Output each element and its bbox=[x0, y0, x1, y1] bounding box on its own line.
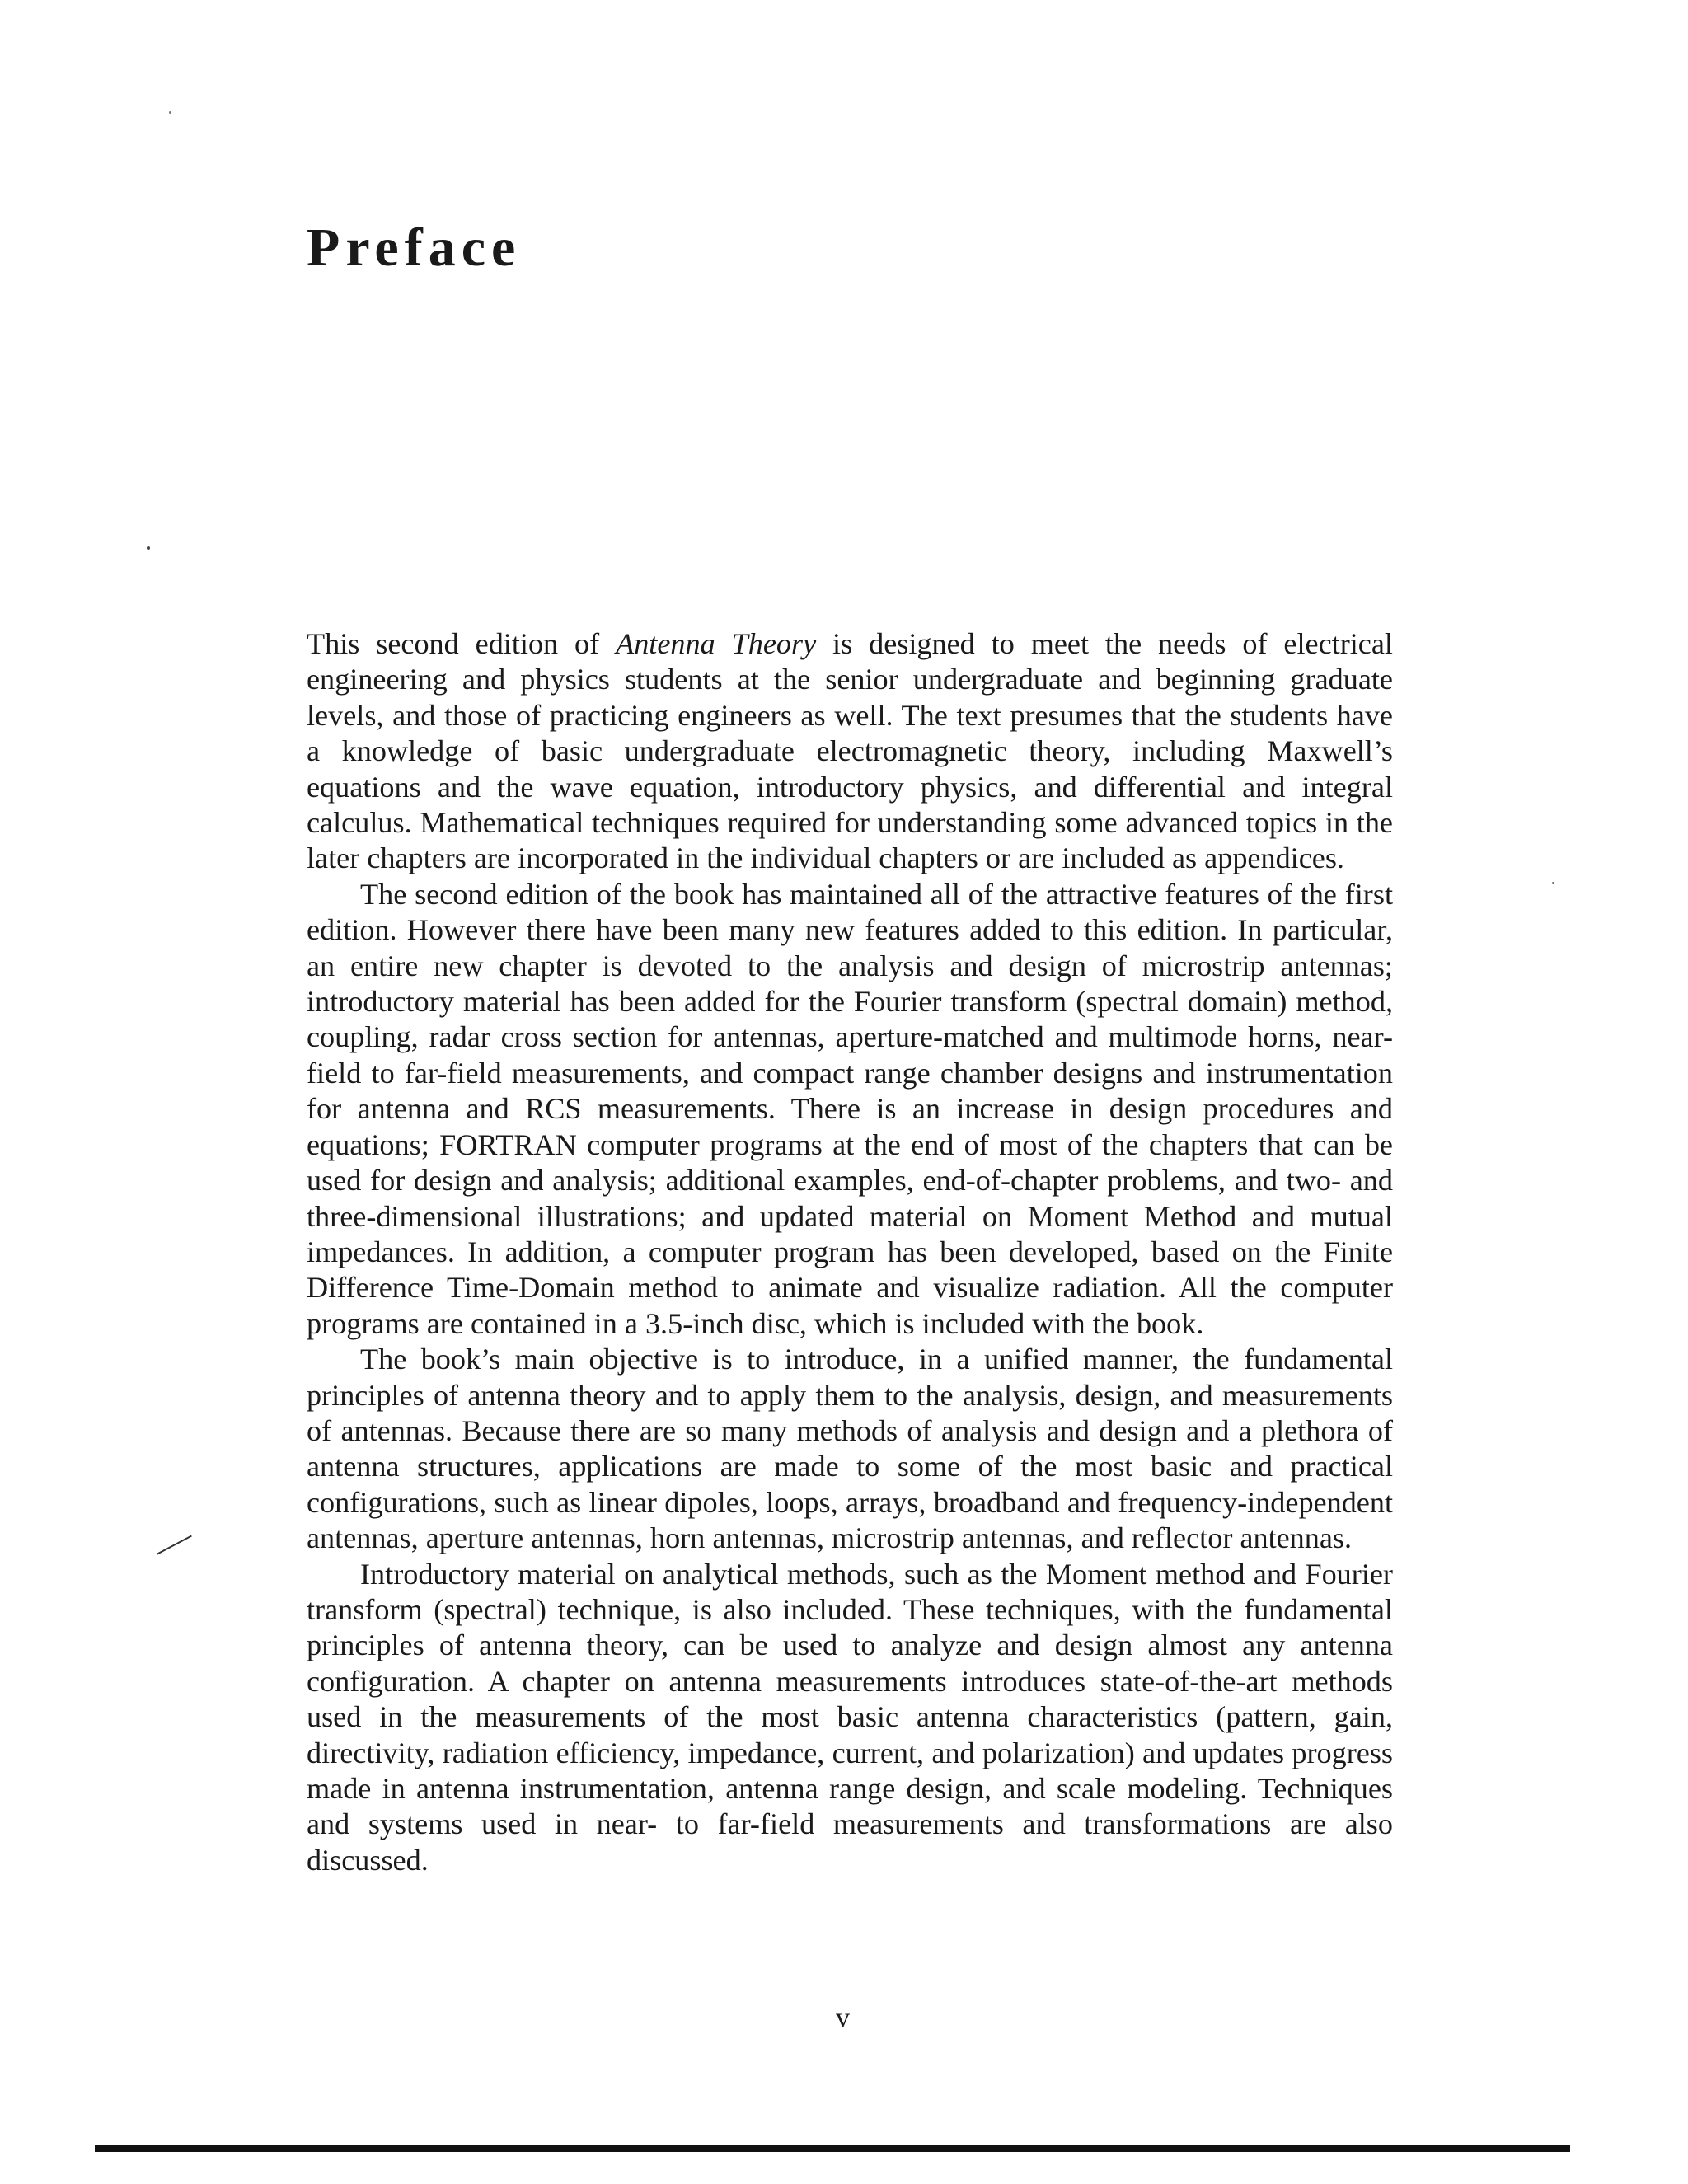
page-number: v bbox=[836, 2003, 850, 2033]
body-text bbox=[307, 626, 1393, 1878]
paragraph-3: The book’s main objective is to introduce, in a unified manner, the fundamental principles of antenna theory and to apply them to the analysis, design, and measurements of antennas. Because there are so many methods of analysis and design and a plethora of antenna structures, applications are made to some of the most basic and practical configurations, such as linear dipoles, loops, arrays, broadband and frequency-independent antennas, aperture antennas, horn antennas, microstrip antennas, and reflector antennas. bbox=[307, 1343, 1393, 1555]
book-title-italic: Antenna Theory bbox=[616, 627, 817, 660]
scan-speck bbox=[147, 546, 150, 550]
paragraph-4: Introductory material on analytical methods, such as the Moment method and Fourier transform (spectral) technique, is also included. These techniques, with the fundamental principles of antenna theory, can be used to analyze and design almost any antenna configuration. A chapter on antenna measurements introduces state-of-the-art methods used in the measurements of the most basic antenna characteristics (pattern, gain, directivity, radiation efficiency, impedance, current, and polarization) and updates progress made in antenna instrumentation, antenna range design, and scale modeling. Techniques and systems used in near- to far-field measurements and transformations are also discussed. bbox=[307, 1557, 1393, 1877]
page-title: Preface bbox=[307, 218, 522, 278]
paragraph-1 bbox=[307, 626, 1393, 877]
scan-speck bbox=[1552, 882, 1554, 884]
margin-pen-stroke bbox=[157, 1535, 192, 1555]
paragraph-1-lead: This second edition of bbox=[307, 627, 617, 660]
paragraph-1-text: is designed to meet the needs of electrical engineering and physics students at the senior undergraduate and beginning graduate levels, and those of practicing engineers as well. The text presumes that the students have a knowledge of basic undergraduate electromagnetic theory, including Maxwell’s equations and the wave equation, introductory physics, and differential and integral calculus. Mathematical techniques required for understanding some advanced topics in the later chapters are incorporated in the individual chapters or are included as appendices. bbox=[307, 627, 1393, 875]
scan-speck bbox=[169, 111, 171, 114]
page-bottom-rule bbox=[95, 2145, 1570, 2152]
paragraph-2: The second edition of the book has maintained all of the attractive features of the first edition. However there have been many new features added to this edition. In particular, an entire new chapter is devoted to the analysis and design of microstrip antennas; introductory material has been added for the Fourier transform (spectral domain) method, coupling, radar cross section for antennas, aperture-matched and multimode horns, near-field to far-field measurements, and compact range chamber designs and instrumentation for antenna and RCS measurements. There is an increase in design procedures and equations; FORTRAN computer programs at the end of most of the chapters that can be used for design and analysis; additional examples, end-of-chapter problems, and two- and three-dimensional illustrations; and updated material on Moment Method and mutual impedances. In addition, a computer program has been developed, based on the Finite Difference Time-Domain method to animate and visualize radiation. All the computer programs are contained in a 3.5-inch disc, which is included with the book. bbox=[307, 877, 1393, 1340]
